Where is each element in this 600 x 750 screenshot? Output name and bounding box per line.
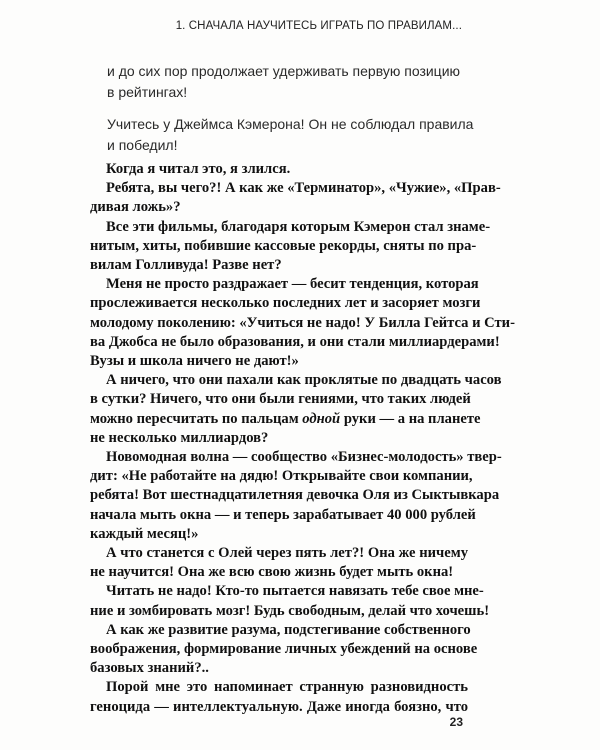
text-line: начала мыть окна — и теперь зарабатывает 40 000 рублей — [90, 506, 476, 523]
paragraph — [90, 544, 468, 582]
quote-line: и победил! — [107, 137, 178, 153]
paragraph — [90, 448, 502, 544]
text-line: вилам Голливуда! Разве нет? — [90, 257, 282, 274]
quote-block — [107, 61, 477, 167]
body-text — [90, 160, 515, 717]
text-line: Ребята, вы чего?! А как же «Терминатор», «Чужие», «Прав- — [106, 180, 501, 197]
text-line: дит: «Не работайте на дядю! Открывайте свои компании, — [90, 468, 473, 485]
text-line: нитым, хиты, побившие кассовые рекорды, сняты по пра- — [90, 237, 477, 254]
quote-line: в рейтингах! — [107, 84, 188, 100]
text-line: Порой мне это напоминает странную разновидность — [106, 679, 468, 696]
quote-paragraph-2 — [107, 114, 477, 156]
text-line: геноцида — интеллектуальную. Даже иногда боязно, что — [90, 698, 468, 715]
text-line: прослеживается несколько последних лет и засоряет мозги — [90, 295, 481, 312]
text-line: молодому поколению: «Учиться не надо! У Билла Гейтса и Сти- — [90, 314, 515, 331]
paragraph — [90, 179, 501, 217]
page-number: 23 — [449, 715, 463, 729]
paragraph — [90, 621, 478, 679]
text-line: не научится! Она же всю свою жизнь будет мыть окна! — [90, 564, 454, 581]
text-line: Новомодная волна — сообщество «Бизнес-молодость» твер- — [106, 449, 502, 466]
italic-word: одной — [302, 410, 341, 427]
paragraph — [90, 218, 491, 276]
text-line: базовых знаний?.. — [90, 660, 209, 677]
text-fragment: можно пересчитать по пальцам — [90, 410, 299, 427]
text-line: не несколько миллиардов? — [90, 429, 269, 446]
text-line: ребята! Вот шестнадцатилетняя девочка Оля из Сыктывкара — [90, 487, 500, 504]
text-line: в сутки? Ничего, что они были гениями, что таких людей — [90, 391, 471, 408]
running-head: 1. СНАЧАЛА НАУЧИТЕСЬ ИГРАТЬ ПО ПРАВИЛАМ... — [175, 20, 462, 32]
quote-line: Учитесь у Джеймса Кэмерона! Он не соблюдал правила — [107, 116, 474, 132]
text-line: воображения, формирование личных убеждений на основе — [90, 641, 478, 658]
text-line: А как же развитие разума, подстегивание собственного — [106, 621, 471, 638]
text-line: Все эти фильмы, благодаря которым Кэмерон стал знаме- — [106, 218, 491, 235]
text-line-with-italic — [90, 410, 481, 429]
paragraph — [90, 371, 502, 448]
text-line: ние и зомбировать мозг! Будь свободным, делай что хочешь! — [90, 602, 490, 619]
text-line: А что станется с Олей через пять лет?! Она же ничему — [106, 545, 468, 562]
text-line: ва Джобса не было образования, и они стали миллиардерами! — [90, 333, 500, 350]
text-line: Когда я читал это, я злился. — [106, 161, 291, 177]
text-line: А ничего, что они пахали как проклятые по двадцать часов — [106, 372, 502, 389]
paragraph — [90, 160, 468, 179]
text-fragment: руки — а на планете — [343, 410, 481, 427]
quote-paragraph-1 — [107, 61, 477, 103]
text-line: Вузы и школа ничего не дают!» — [90, 353, 299, 370]
paragraph — [90, 678, 468, 716]
text-line: дивая ложь»? — [90, 199, 181, 216]
quote-line: и до сих пор продолжает удерживать первую позицию — [107, 63, 461, 79]
paragraph — [90, 275, 515, 371]
text-line: Меня не просто раздражает — бесит тенденция, которая — [106, 276, 479, 293]
paragraph — [90, 582, 490, 620]
text-line: каждый месяц!» — [90, 525, 199, 542]
text-line: Читать не надо! Кто-то пытается навязать тебе свое мне- — [106, 583, 484, 600]
